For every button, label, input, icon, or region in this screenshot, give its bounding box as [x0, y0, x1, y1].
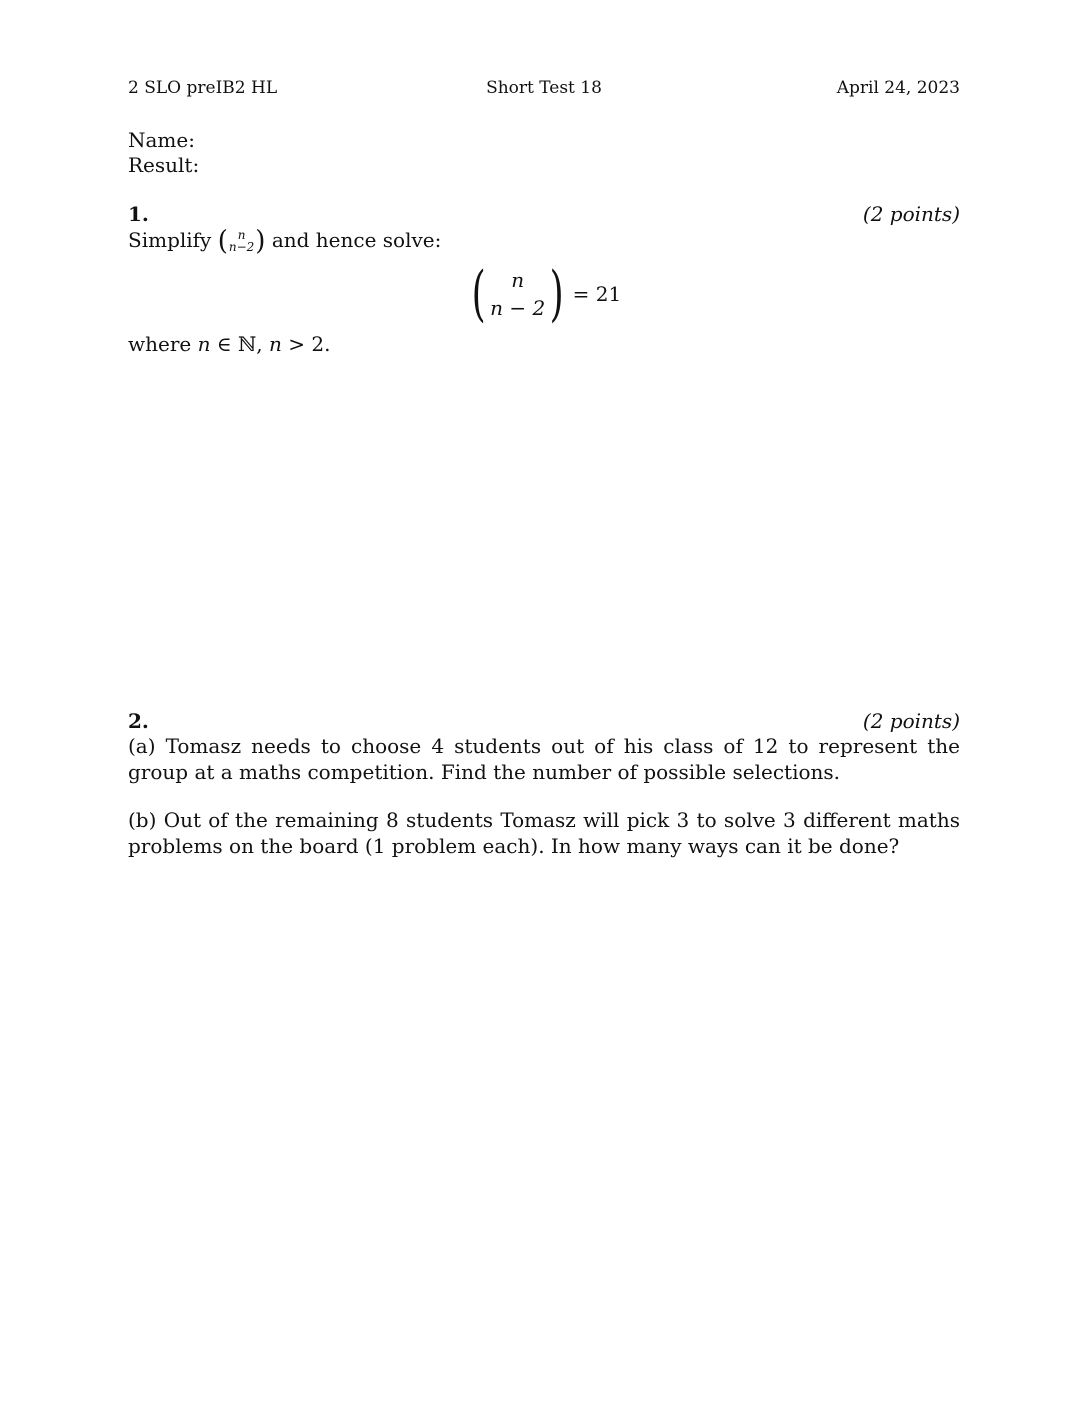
display-binomial-bottom: n − 2 — [490, 296, 546, 320]
test-date: April 24, 2023 — [836, 78, 960, 98]
condition-in: ∈ ℕ, — [210, 332, 269, 356]
q1-text-before: Simplify — [128, 228, 212, 252]
display-right-paren: ) — [549, 259, 564, 329]
question-2-part-b: (b) Out of the remaining 8 students Tomasz will pick 3 to solve 3 different maths problems on the board (1 problem each). In how many ways can it be done? — [128, 808, 960, 858]
display-left-paren: ( — [471, 259, 486, 329]
display-equation — [0, 259, 1088, 329]
condition-var-2: n — [269, 332, 282, 356]
question-2-points: (2 points) — [862, 709, 960, 733]
inline-binomial — [217, 224, 266, 257]
right-paren: ) — [255, 224, 266, 257]
test-title: Short Test 18 — [486, 78, 602, 98]
condition-rest: > 2. — [281, 332, 331, 356]
name-label: Name: — [128, 128, 195, 152]
binomial-bottom: n−2 — [228, 239, 255, 254]
left-paren: ( — [217, 224, 228, 257]
display-rhs: = 21 — [572, 282, 622, 306]
where-text: where — [128, 332, 192, 356]
display-binomial-top: n — [511, 268, 525, 292]
question-1-condition — [128, 331, 330, 357]
question-1-points: (2 points) — [862, 202, 960, 226]
course-label: 2 SLO preIB2 HL — [128, 78, 278, 98]
question-1-number: 1. — [128, 202, 149, 226]
binomial-stack — [229, 229, 254, 253]
question-2-number: 2. — [128, 709, 149, 733]
condition-var-1: n — [197, 332, 211, 356]
question-1-prompt — [128, 224, 442, 257]
binomial-top: n — [237, 227, 246, 242]
display-binomial-stack — [490, 266, 545, 322]
result-label: Result: — [128, 153, 200, 177]
q1-text-after: and hence solve: — [271, 228, 442, 252]
question-2-part-a: (a) Tomasz needs to choose 4 students out of his class of 12 to represent the group at a maths competition. Find the number of possible selections. — [128, 734, 960, 784]
